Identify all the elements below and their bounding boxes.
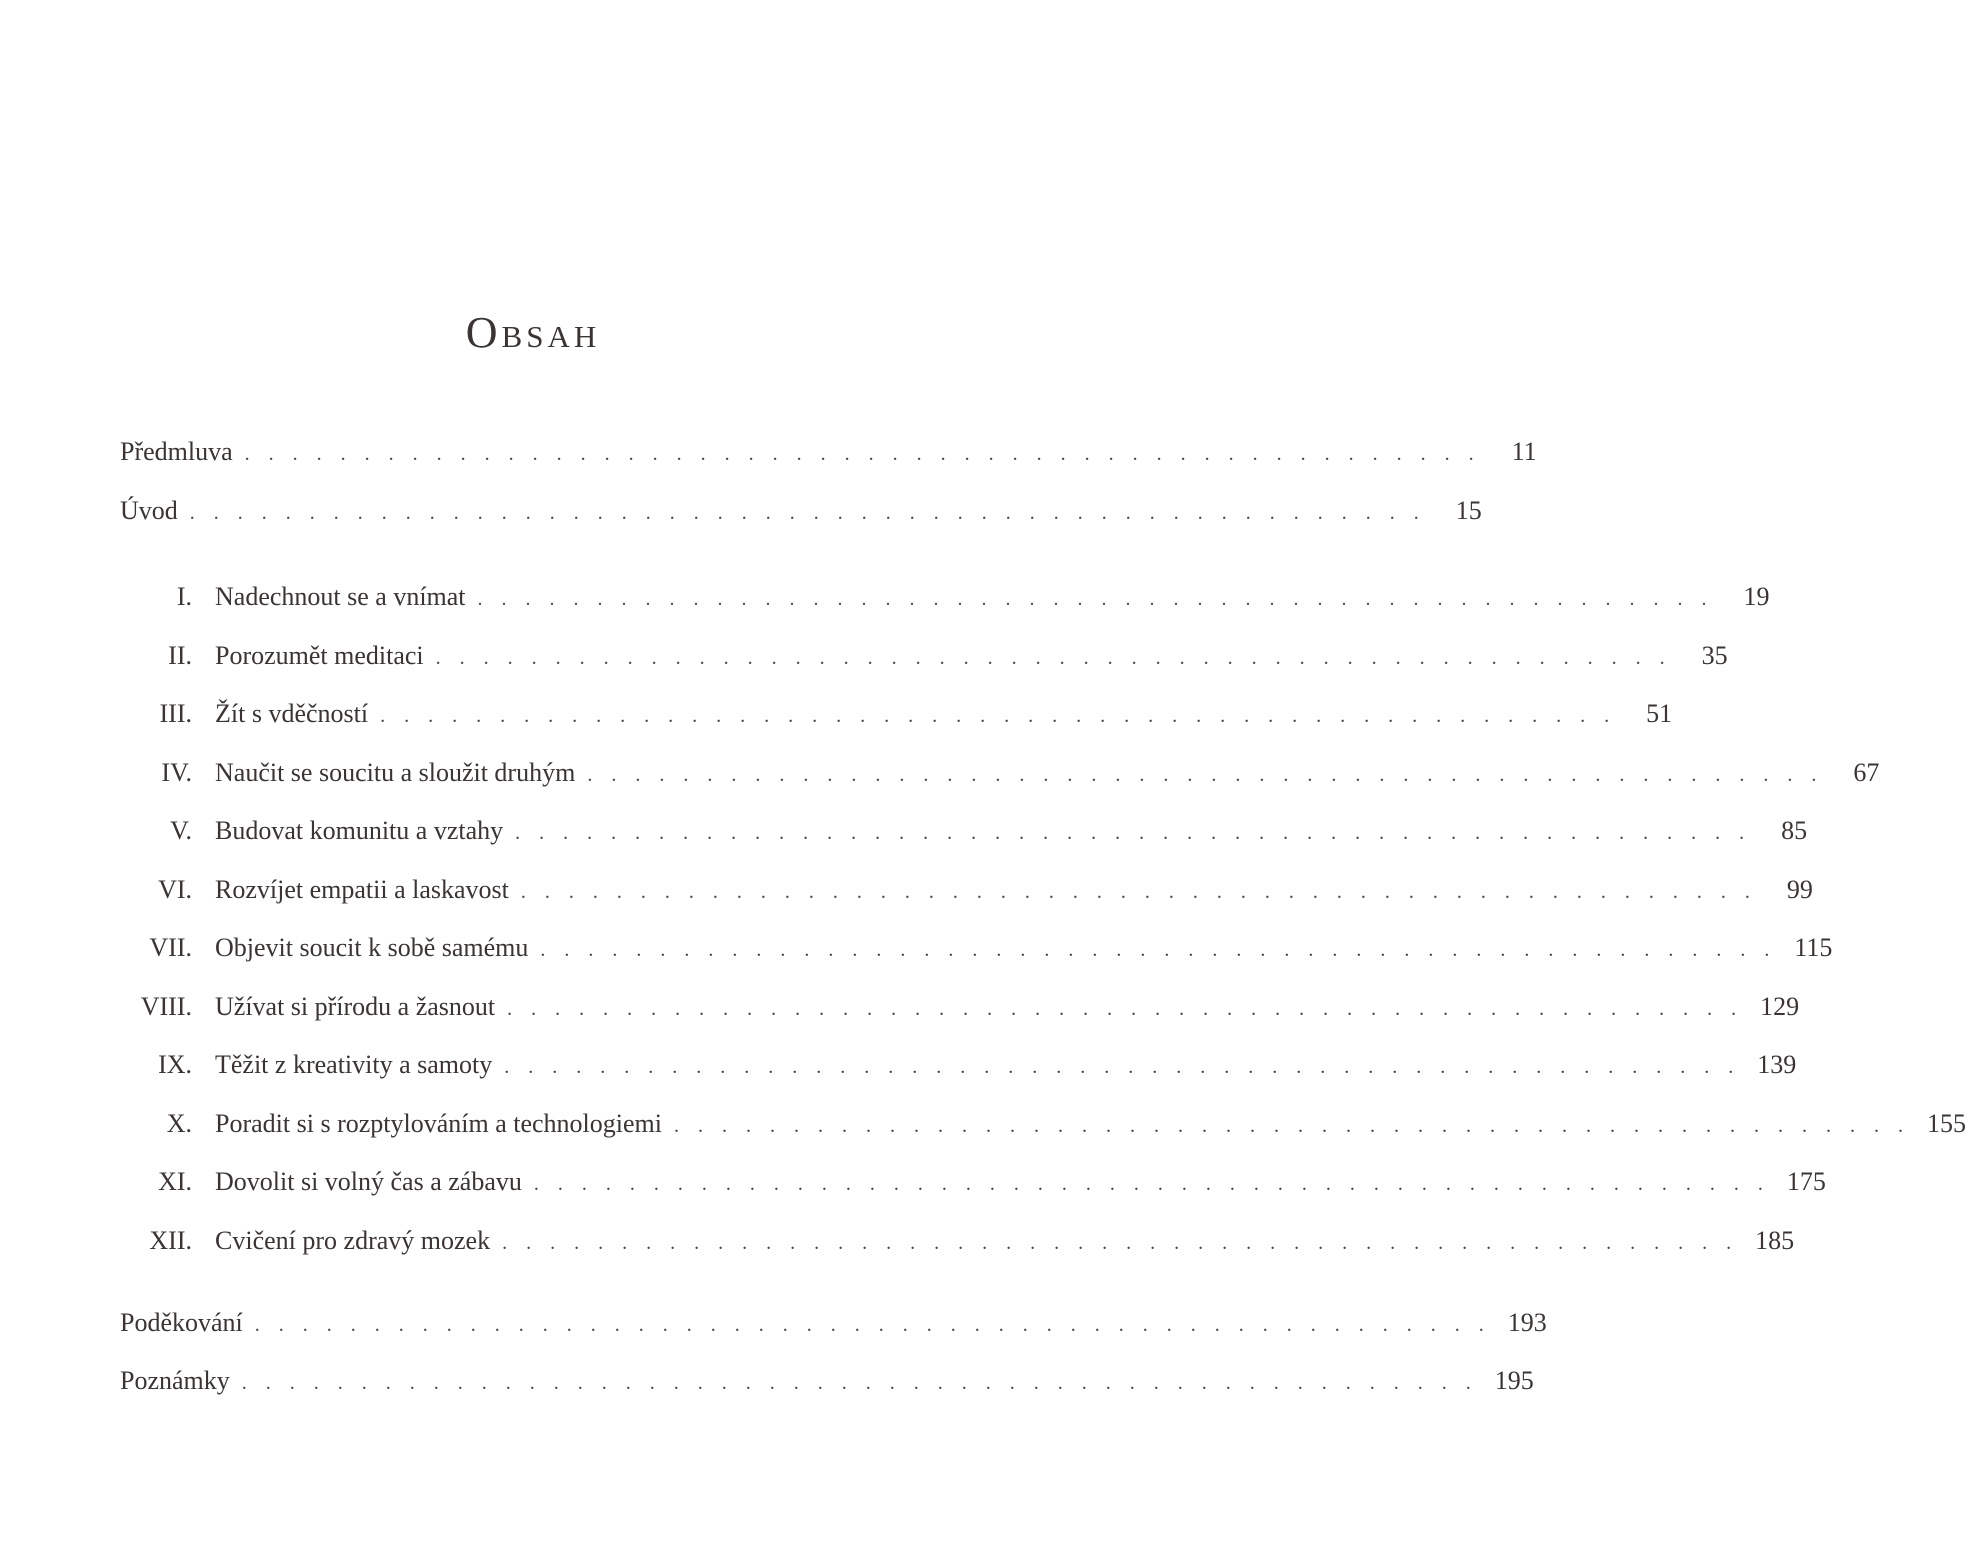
dot-leader: . . . . . . . . . . . . . . . . . . . . . . . . . . . . . . . . . . . . . . . . . . . . . . . . . . . . — [435, 647, 1672, 669]
chapter-title: Žít s vděčností — [215, 699, 369, 728]
toc-chapter-10 — [120, 1104, 1966, 1144]
chapter-number: VIII. — [140, 992, 192, 1021]
dot-leader: . . . . . . . . . . . . . . . . . . . . . . . . . . . . . . . . . . . . . . . . . . . . . . . . . . . . — [540, 939, 1777, 961]
toc-entry-page: 193 — [1507, 1308, 1547, 1337]
chapter-page: 129 — [1760, 992, 1800, 1021]
toc-chapter-4 — [120, 753, 1880, 793]
toc-chapter-7 — [120, 928, 1833, 968]
chapter-title: Naučit se soucitu a sloužit druhým — [215, 758, 576, 787]
toc-entry-page: 15 — [1455, 496, 1482, 525]
chapter-title: Porozumět meditaci — [215, 641, 424, 670]
chapter-page: 99 — [1786, 875, 1813, 904]
chapter-title: Nadechnout se a vnímat — [215, 582, 466, 611]
chapter-number: II. — [168, 641, 192, 670]
chapter-page: 115 — [1794, 933, 1833, 962]
dot-leader: . . . . . . . . . . . . . . . . . . . . . . . . . . . . . . . . . . . . . . . . . . . . . . . . . . . . — [507, 998, 1744, 1020]
chapter-title: Užívat si přírodu a žasnout — [215, 992, 496, 1021]
chapter-page: 175 — [1786, 1167, 1826, 1196]
chapter-title: Rozvíjet empatii a laskavost — [215, 875, 509, 904]
toc-chapter-2 — [120, 636, 1728, 676]
chapter-title: Budovat komunitu a vztahy — [215, 816, 504, 845]
dot-leader: . . . . . . . . . . . . . . . . . . . . . . . . . . . . . . . . . . . . . . . . . . . . . . . . . . . . — [241, 1372, 1478, 1394]
dot-leader: . . . . . . . . . . . . . . . . . . . . . . . . . . . . . . . . . . . . . . . . . . . . . . . . . . . . — [515, 822, 1752, 844]
chapter-number: IX. — [158, 1050, 192, 1079]
toc-chapter-5 — [120, 811, 1808, 851]
page-title: Obsah — [465, 308, 601, 358]
dot-leader: . . . . . . . . . . . . . . . . . . . . . . . . . . . . . . . . . . . . . . . . . . . . . . . . . . . . — [520, 881, 1757, 903]
dot-leader: . . . . . . . . . . . . . . . . . . . . . . . . . . . . . . . . . . . . . . . . . . . . . . . . . . . . — [533, 1173, 1770, 1195]
chapter-number: IV. — [161, 758, 192, 787]
toc-entry-label: Předmluva — [120, 437, 233, 466]
chapter-page: 51 — [1646, 699, 1673, 728]
dot-leader: . . . . . . . . . . . . . . . . . . . . . . . . . . . . . . . . . . . . . . . . . . . . . . . . . . . . — [254, 1314, 1491, 1336]
chapter-page: 67 — [1853, 758, 1880, 787]
toc-chapter-1 — [120, 577, 1770, 617]
toc-chapter-6 — [120, 870, 1813, 910]
chapter-page: 19 — [1743, 582, 1770, 611]
toc-entry-label: Úvod — [120, 496, 178, 525]
chapter-page: 155 — [1926, 1109, 1966, 1138]
toc-chapter-8 — [120, 987, 1800, 1027]
chapter-page: 35 — [1701, 641, 1728, 670]
toc-chapter-3 — [120, 694, 1673, 734]
dot-leader: . . . . . . . . . . . . . . . . . . . . . . . . . . . . . . . . . . . . . . . . . . . . . . . . . . . . — [502, 1232, 1739, 1254]
chapter-title: Objevit soucit k sobě samému — [215, 933, 529, 962]
toc-entry-predmluva — [120, 432, 1537, 472]
toc-chapter-11 — [120, 1162, 1826, 1202]
dot-leader: . . . . . . . . . . . . . . . . . . . . . . . . . . . . . . . . . . . . . . . . . . . . . . . . . . . . — [673, 1115, 1910, 1137]
chapter-number: V. — [170, 816, 192, 845]
chapter-number: XI. — [158, 1167, 192, 1196]
chapter-page: 139 — [1757, 1050, 1797, 1079]
dot-leader: . . . . . . . . . . . . . . . . . . . . . . . . . . . . . . . . . . . . . . . . . . . . . . . . . . . . — [587, 764, 1824, 786]
chapter-number: VII. — [149, 933, 192, 962]
dot-leader: . . . . . . . . . . . . . . . . . . . . . . . . . . . . . . . . . . . . . . . . . . . . . . . . . . . . — [504, 1056, 1741, 1078]
dot-leader: . . . . . . . . . . . . . . . . . . . . . . . . . . . . . . . . . . . . . . . . . . . . . . . . . . . . — [380, 705, 1617, 727]
chapter-title: Dovolit si volný čas a zábavu — [215, 1167, 522, 1196]
toc-entry-label: Poděkování — [120, 1308, 243, 1337]
chapter-number: I. — [176, 582, 192, 611]
chapter-number: III. — [159, 699, 192, 728]
dot-leader: . . . . . . . . . . . . . . . . . . . . . . . . . . . . . . . . . . . . . . . . . . . . . . . . . . . . — [244, 443, 1481, 465]
toc-entry-poznamky — [120, 1361, 1534, 1401]
toc-entry-uvod — [120, 491, 1482, 531]
chapter-title: Cvičení pro zdravý mozek — [215, 1226, 491, 1255]
chapter-page: 85 — [1781, 816, 1808, 845]
toc-entry-podekovani — [120, 1303, 1547, 1343]
chapter-number: X. — [166, 1109, 192, 1138]
chapter-number: XII. — [149, 1226, 192, 1255]
toc-entry-label: Poznámky — [120, 1366, 230, 1395]
toc-chapter-9 — [120, 1045, 1797, 1085]
dot-leader: . . . . . . . . . . . . . . . . . . . . . . . . . . . . . . . . . . . . . . . . . . . . . . . . . . . . — [477, 588, 1714, 610]
toc-entry-page: 195 — [1494, 1366, 1534, 1395]
toc-entry-page: 11 — [1511, 437, 1537, 466]
toc-chapter-12 — [120, 1221, 1795, 1261]
dot-leader: . . . . . . . . . . . . . . . . . . . . . . . . . . . . . . . . . . . . . . . . . . . . . . . . . . . . — [189, 502, 1426, 524]
chapter-page: 185 — [1755, 1226, 1795, 1255]
chapter-title: Těžit z kreativity a samoty — [215, 1050, 493, 1079]
chapter-number: VI. — [158, 875, 192, 904]
chapter-title: Poradit si s rozptylováním a technologiemi — [215, 1109, 662, 1138]
